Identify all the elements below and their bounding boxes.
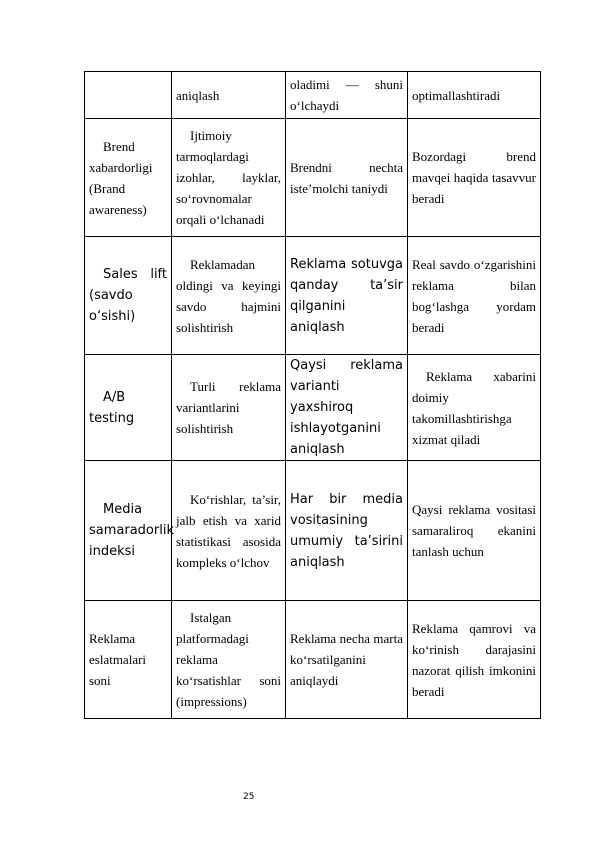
metrics-table [84, 71, 541, 719]
table-row [85, 355, 541, 461]
table-cell: Brendni nechta iste’molchi taniydi [286, 119, 408, 237]
table-cell: Reklama eslatmalari soni [85, 601, 172, 719]
table-cell: Istalgan platformadagi reklama ko‘rsatishlar soni (impressions) [172, 601, 286, 719]
table-cell: Reklama xabarini doimiy takomillashtirishga xizmat qiladi [408, 355, 541, 461]
table-cell [85, 72, 172, 119]
table-cell: Har bir media vositasining umumiy ta’sirini aniqlash [286, 461, 408, 601]
table-row [85, 601, 541, 719]
table-cell: Ko‘rishlar, ta’sir, jalb etish va xarid statistikasi asosida kompleks o‘lchov [172, 461, 286, 601]
table-cell: Ijtimoiy tarmoqlardagi izohlar, layklar, so‘rovnomalar orqali o‘lchanadi [172, 119, 286, 237]
table-cell: Reklama qamrovi va ko‘rinish darajasini nazorat qilish imkonini beradi [408, 601, 541, 719]
table-cell: Reklama sotuvga qanday ta’sir qilganini aniqlash [286, 237, 408, 355]
page-number: 25 [243, 792, 255, 802]
table-cell: Qaysi reklama vositasi samaraliroq ekanini tanlash uchun [408, 461, 541, 601]
table-cell: A/B testing [85, 355, 172, 461]
table-cell: Turli reklama variantlarini solishtirish [172, 355, 286, 461]
table-cell: Sales lift (savdo o‘sishi) [85, 237, 172, 355]
table-row [85, 237, 541, 355]
table-row [85, 72, 541, 119]
table-cell: Real savdo o‘zgarishini reklama bilan bog‘lashga yordam beradi [408, 237, 541, 355]
table-cell: Bozordagi brend mavqei haqida tasavvur beradi [408, 119, 541, 237]
table-row [85, 119, 541, 237]
table-cell: Media samaradorlik indeksi [85, 461, 172, 601]
table-cell: Qaysi reklama varianti yaxshiroq ishlayotganini aniqlash [286, 355, 408, 461]
table-cell: Reklamadan oldingi va keyingi savdo hajmini solishtirish [172, 237, 286, 355]
table-cell: Reklama necha marta ko‘rsatilganini aniqlaydi [286, 601, 408, 719]
table-cell: aniqlash [172, 72, 286, 119]
table-cell: optimallashtiradi [408, 72, 541, 119]
table-cell: oladimi — shuni o‘lchaydi [286, 72, 408, 119]
table-row [85, 461, 541, 601]
table-cell: Brend xabardorligi (Brand awareness) [85, 119, 172, 237]
